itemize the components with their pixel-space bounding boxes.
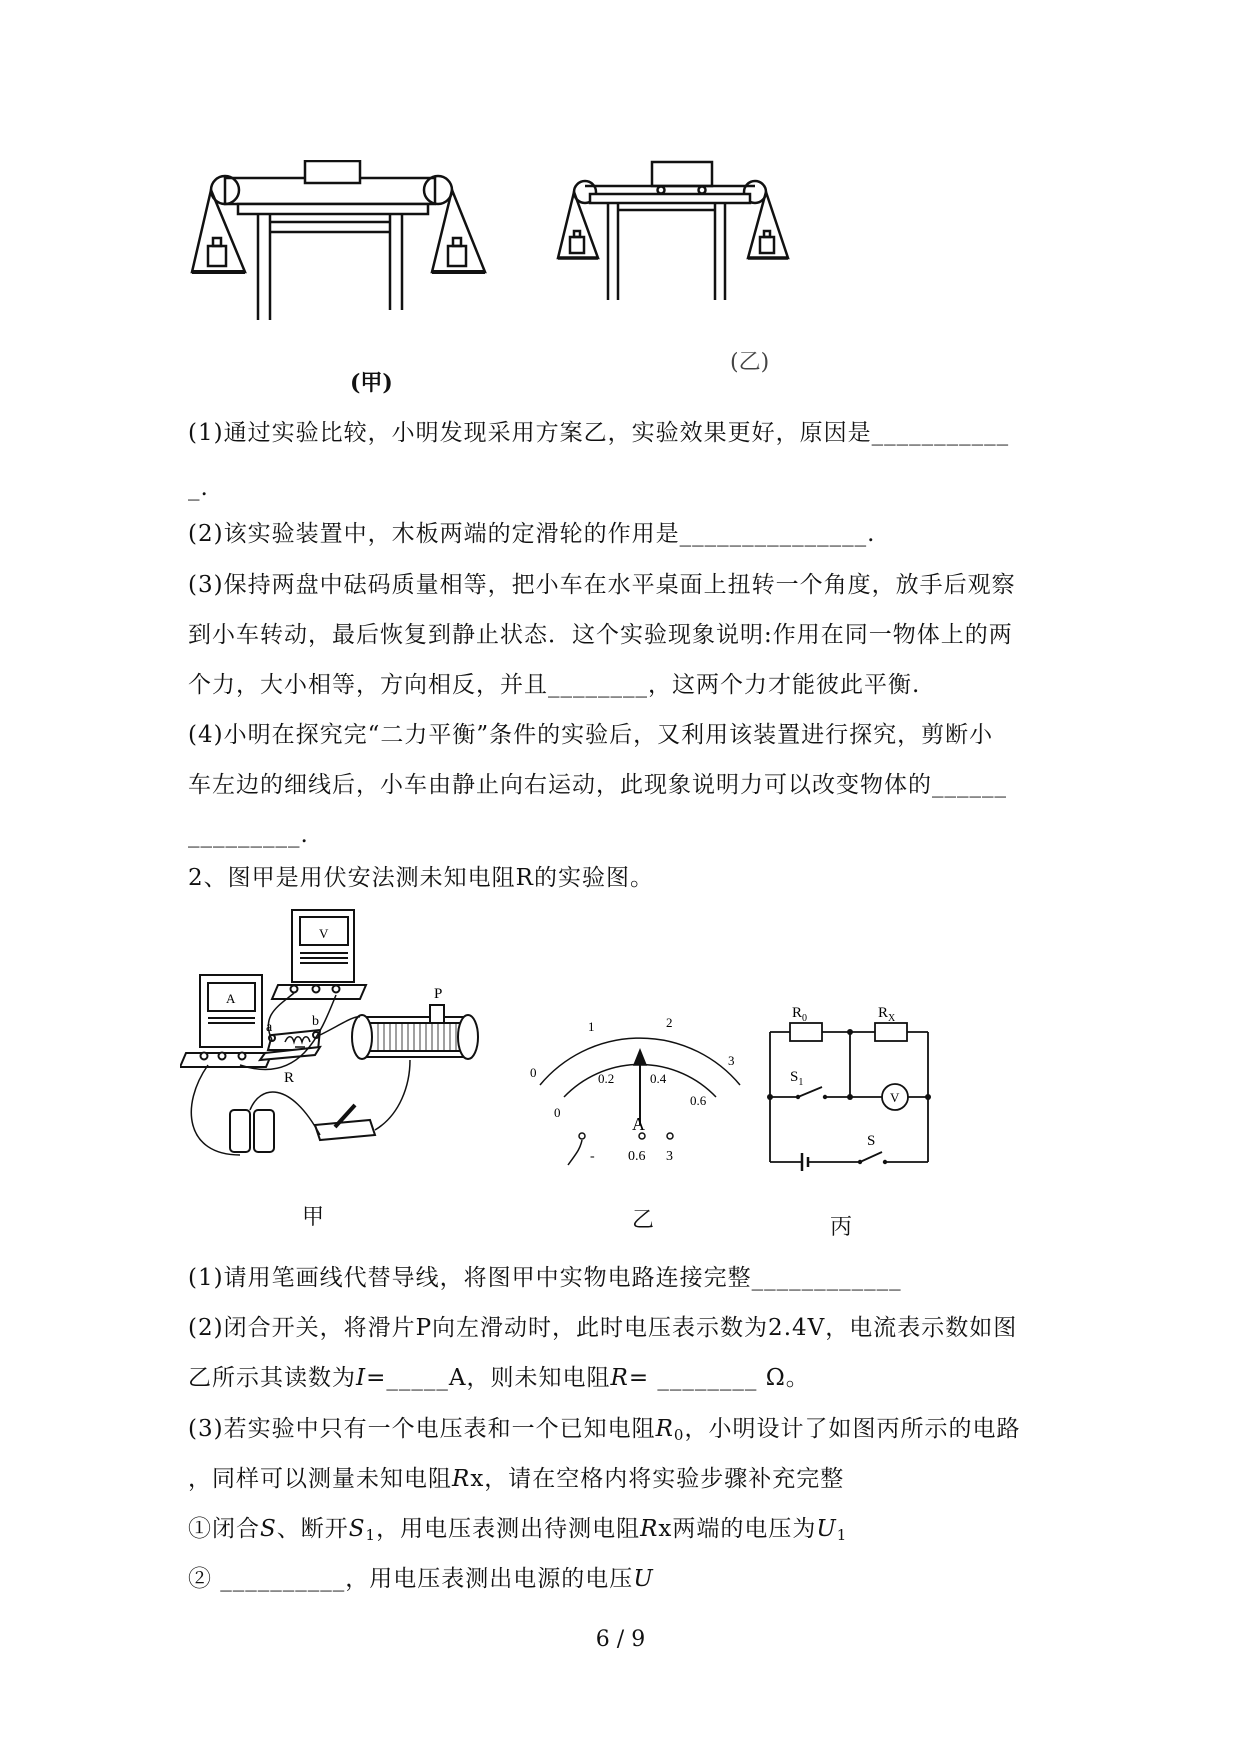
q1-part2: (2)该实验装置中，木板两端的定滑轮的作用是_______________. [188, 521, 876, 547]
svg-text:RX [878, 1005, 896, 1024]
dial-term-3: 3 [666, 1149, 673, 1164]
terminal-b-label: b [312, 1014, 319, 1029]
resistor-r-label: R [284, 1070, 295, 1086]
q1-part1-line1: (1)通过实验比较，小明发现采用方案乙，实验效果更好，原因是___________ [188, 420, 1010, 446]
step1-text-3: ，用电压表测出待测电阻 [376, 1516, 641, 1542]
voltmeter-label: V [319, 926, 329, 941]
r0-label: R [792, 1005, 803, 1021]
q2-p3-text-2: ，小明设计了如图丙所示的电路 [684, 1416, 1021, 1442]
s1-label: S [790, 1069, 799, 1085]
q1-part4-line2: 车左边的细线后，小车由静止向右运动，此现象说明力可以改变物体的______ [188, 772, 1007, 798]
dial-bottom-0: 0 [554, 1105, 561, 1120]
svg-text:S1 [790, 1069, 803, 1088]
dial-top-2: 2 [666, 1015, 673, 1030]
q2-p3-text-3: ，同样可以测量未知电阻 [188, 1466, 452, 1492]
q2-p2-var-i: I [356, 1365, 367, 1391]
q1-part4-line1: (4)小明在探究完“二力平衡”条件的实验后，又利用该装置进行探究，剪断小 [188, 722, 994, 748]
q2-p3-text-1: (3)若实验中只有一个电压表和一个已知电阻 [188, 1416, 656, 1442]
q2-p3-var-r0: R [655, 1416, 674, 1442]
slider-p-label: P [434, 986, 443, 1002]
figure-caption-bing: 丙 [830, 1215, 853, 1240]
dial-bottom-0.2: 0.2 [598, 1071, 615, 1086]
q2-step2 [188, 1564, 654, 1594]
figure-caption-jia-1: (甲) [350, 370, 393, 396]
page-number: 6 / 9 [595, 1627, 646, 1652]
s-label: S [867, 1133, 876, 1149]
two-force-balance-figure [180, 160, 940, 395]
ammeter-label: A [226, 991, 236, 1006]
q2-p3-var-rx: R [452, 1466, 471, 1492]
q2-step1 [188, 1514, 847, 1550]
dial-term-0.6: 0.6 [628, 1149, 646, 1164]
q1-part3-line2: 到小车转动，最后恢复到静止状态．这个实验现象说明:作用在同一物体上的两 [188, 622, 1013, 648]
q1-part1-line2: _. [188, 475, 209, 501]
step2-var-u: U [633, 1566, 654, 1592]
q2-part2-line2 [188, 1363, 810, 1393]
figure-caption-yi-1: (乙) [730, 350, 770, 375]
svg-text:R0 [792, 1005, 807, 1024]
step2-text: ② __________，用电压表测出电源的电压 [188, 1566, 634, 1592]
terminal-a-label: a [266, 1020, 273, 1035]
dial-bottom-0.6: 0.6 [690, 1093, 707, 1108]
figure-caption-jia-2: 甲 [302, 1205, 325, 1230]
step1-var-u: U [816, 1516, 837, 1542]
q2-part1: (1)请用笔画线代替导线，将图甲中实物电路连接完整____________ [188, 1265, 902, 1291]
dial-term-minus: - [590, 1149, 595, 1164]
step1-var-s: S [260, 1516, 277, 1542]
ammeter-dial-figure [530, 1005, 750, 1205]
r0-subscript: 0 [802, 1013, 808, 1024]
step1-text-2: 、断开 [276, 1516, 349, 1542]
dial-top-1: 1 [588, 1019, 595, 1034]
q2-p3-text-4: x，请在空格内将实验步骤补充完整 [470, 1466, 845, 1492]
q1-part3-line1: (3)保持两盘中砝码质量相等，把小车在水平桌面上扭转一个角度，放手后观察 [188, 572, 1016, 598]
step1-sub-1: 1 [365, 1526, 377, 1544]
dial-top-3: 3 [728, 1053, 735, 1068]
step1-var-r: R [640, 1516, 659, 1542]
figure-caption-yi-2: 乙 [632, 1208, 655, 1233]
s1-subscript: 1 [798, 1077, 804, 1088]
q2-part2-line1: (2)闭合开关，将滑片P向左滑动时，此时电压表示数为2.4V，电流表示数如图 [188, 1315, 1018, 1341]
q2-title: 2、图甲是用伏安法测未知电阻R的实验图。 [188, 865, 654, 891]
rx-subscript: X [888, 1013, 896, 1024]
q1-part4-line3: _________. [188, 822, 309, 848]
q2-p3-sub-0: 0 [673, 1426, 685, 1444]
voltmeter-symbol-label: V [890, 1090, 900, 1105]
step1-sub-u1: 1 [836, 1526, 848, 1544]
q1-part3-line3: 个力，大小相等，方向相反，并且________，这两个力才能彼此平衡. [188, 672, 921, 698]
step1-var-s1: S [348, 1516, 366, 1542]
step1-text-4: x两端的电压为 [658, 1516, 817, 1542]
dial-top-0: 0 [530, 1065, 537, 1080]
q2-p2-var-r: R [610, 1365, 629, 1391]
circuit-schematic-figure [750, 995, 950, 1195]
dial-bottom-0.4: 0.4 [650, 1071, 667, 1086]
rx-label: R [878, 1005, 889, 1021]
step1-text-1: ①闭合 [188, 1516, 260, 1542]
q2-p2-text-1: 乙所示其读数为 [188, 1365, 356, 1391]
q2-p2-text-3: = ________ Ω。 [628, 1365, 810, 1391]
q2-part3-line1 [188, 1414, 1020, 1450]
q2-p2-text-2: =_____A，则未知电阻 [366, 1365, 611, 1391]
q2-part3-line2 [188, 1464, 844, 1494]
physical-circuit-figure [180, 905, 530, 1205]
dial-meter-letter: A [632, 1114, 645, 1134]
